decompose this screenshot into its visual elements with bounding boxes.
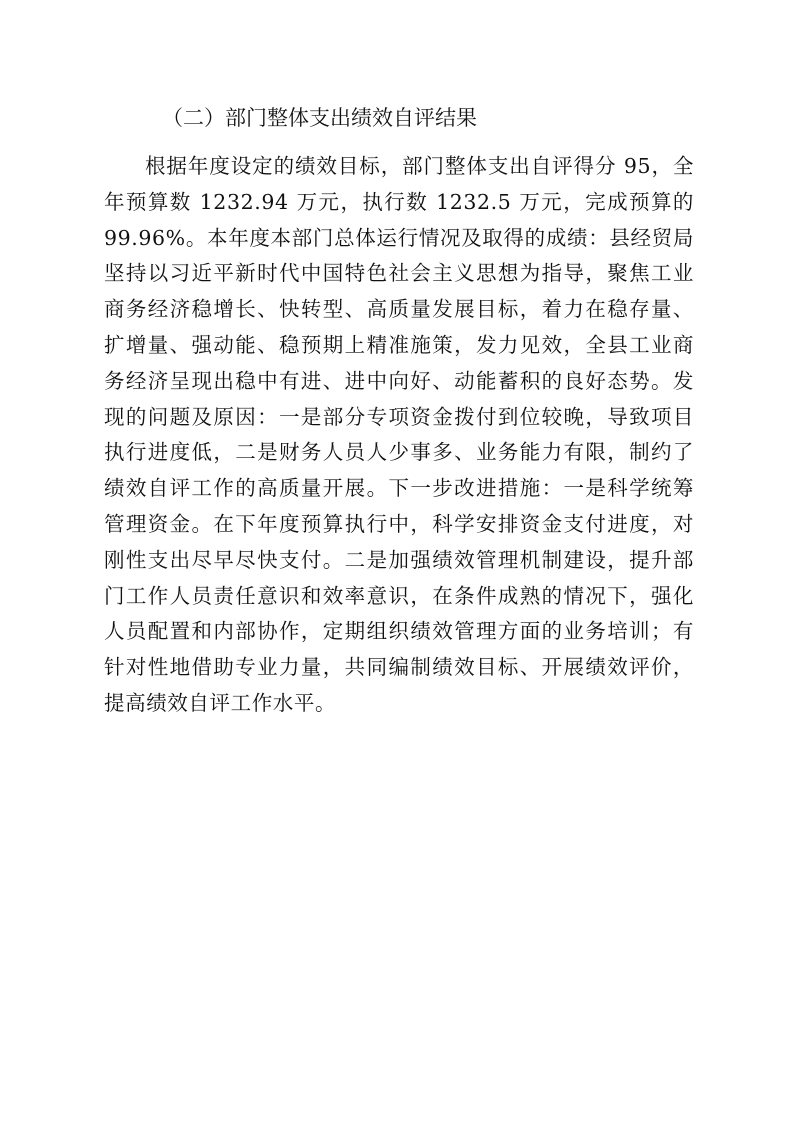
section-heading: （二）部门整体支出绩效自评结果 [162, 106, 477, 130]
body-paragraph: 根据年度设定的绩效目标，部门整体支出自评得分 95，全年预算数 1232.94 万元，执行数 1232.5 万元，完成预算的 99.96%。本年度本部门总体运行情况及取得的成绩：县经贸局坚持以习近平新时代中国特色社会主义思想为指导，聚焦工业商务经济稳增长、快转型、高质量发展目标，着力在稳存量、扩增量、强动能、稳预期上精准施策，发力见效，全县工业商务经济呈现出稳中有进、进中向好、动能蓄积的良好态势。发现的问题及原因：一是部分专项资金拨付到位较晚，导致项目执行进度低，二是财务人员人少事多、业务能力有限，制约了绩效自评工作的高质量开展。下一步改进措施：一是科学统筹管理资金。在下年度预算执行中，科学安排资金支付进度，对刚性支出尽早尽快支付。二是加强绩效管理机制建设，提升部门工作人员责任意识和效率意识，在条件成熟的情况下，强化人员配置和内部协作，定期组织绩效管理方面的业务培训；有针对性地借助专业力量，共同编制绩效目标、开展绩效评价，提高绩效自评工作水平。 [104, 154, 694, 715]
